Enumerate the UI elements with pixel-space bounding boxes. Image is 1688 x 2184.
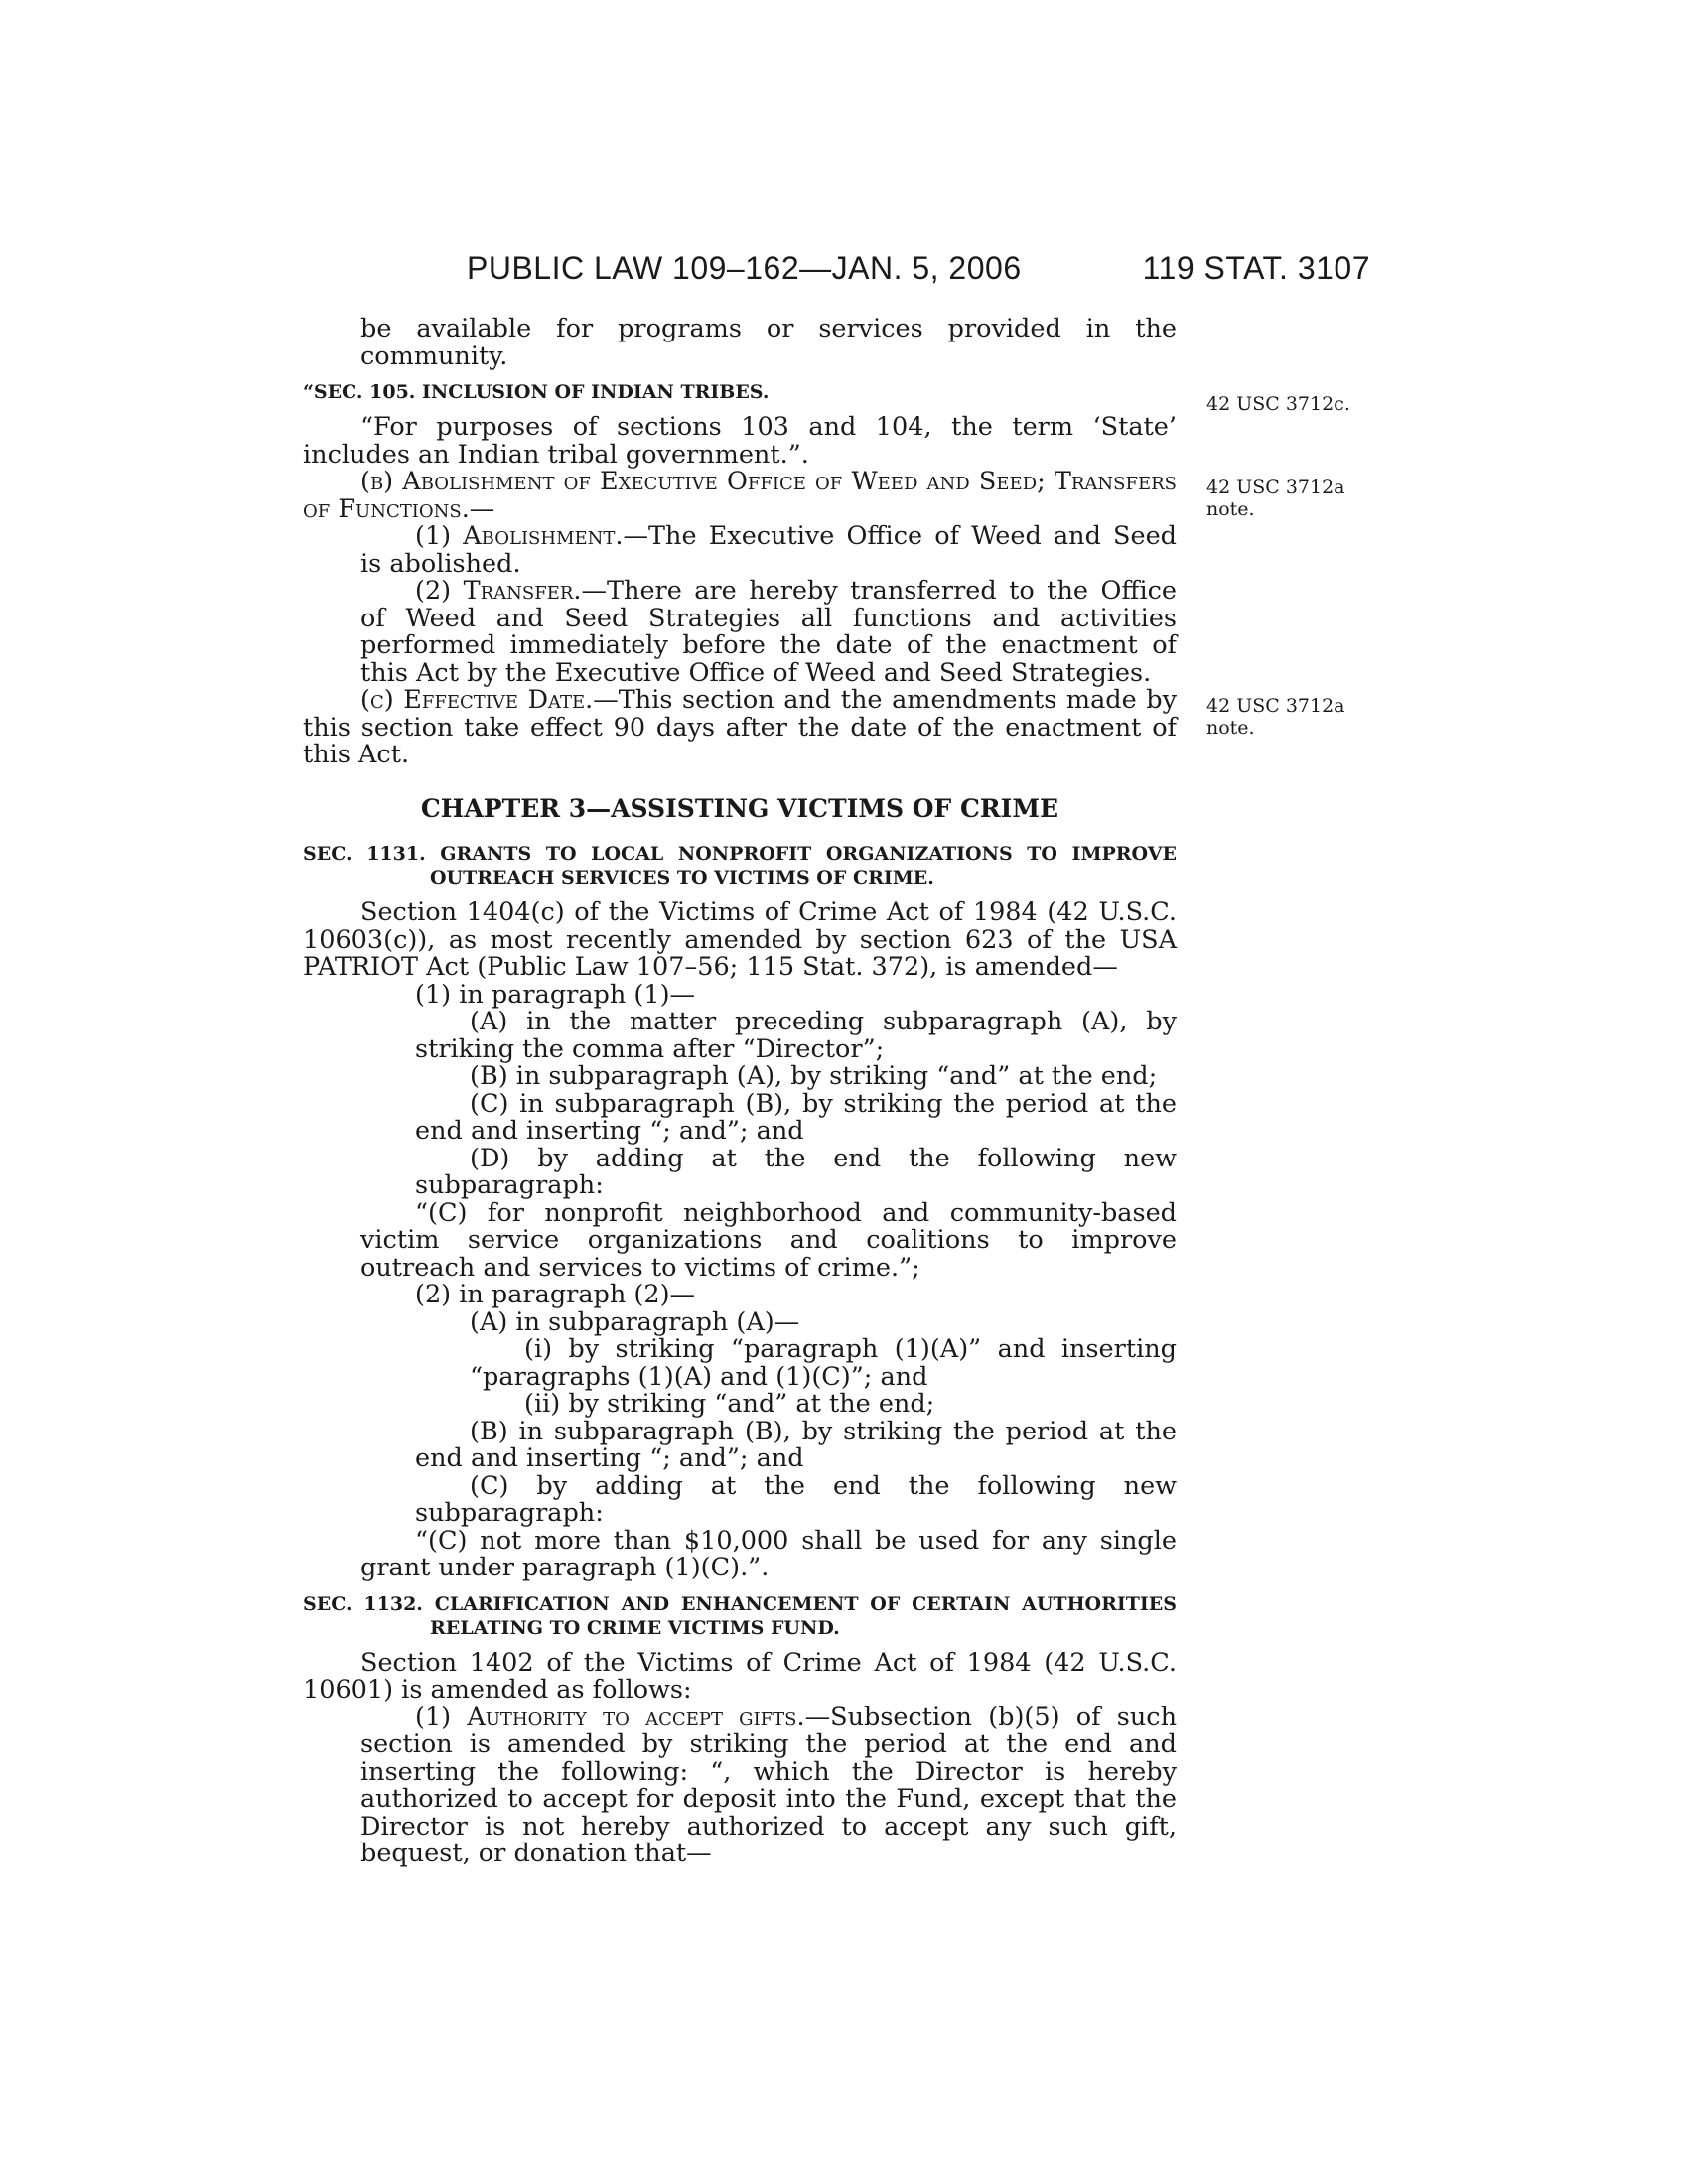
paragraph-2-transfer xyxy=(303,578,1177,687)
margin-note-usc-3712c xyxy=(1206,393,1385,415)
chapter-3-heading: CHAPTER 3—ASSISTING VICTIMS OF CRIME xyxy=(420,793,1059,823)
paragraph-text: —There are hereby transferred to the Office of Weed and Seed Strategies all functions and activities performed immediately before the date of the enactment of this Act by the Executive Office of Weed and Seed Strategies. xyxy=(360,576,1177,688)
paragraph-text: —The Executive Office of Weed and Seed is abolished. xyxy=(360,521,1178,579)
paragraph: (A) in the matter preceding subparagraph (A), by striking the comma after “Director”; xyxy=(415,1007,1177,1064)
paragraph: Section 1404(c) of the Victims of Crime Act of 1984 (42 U.S.C. 10603(c)), as most recently amended by section 623 of the USA PATRIOT Act (Public Law 107–56; 115 Stat. 372), is amended— xyxy=(303,897,1177,982)
document-body xyxy=(303,316,1177,1868)
quoted-paragraph: “(C) for nonprofit neighborhood and community-based victim service organizations and coalitions to improve outreach and services to victims of crime.”; xyxy=(360,1197,1177,1283)
margin-note-usc-3712a-2 xyxy=(1206,695,1385,739)
paragraph: (C) by adding at the end the following new subparagraph: xyxy=(415,1470,1177,1528)
paragraph: (ii) by striking “and” at the end; xyxy=(524,1389,935,1419)
paragraph: be available for programs or services provided in the community. xyxy=(360,314,1177,371)
paragraph: (C) in subparagraph (B), by striking the period at the end and inserting “; and”; and xyxy=(415,1088,1177,1146)
margin-note-text: 42 USC 3712a xyxy=(1206,695,1345,717)
paragraph: (B) in subparagraph (A), by striking “and” at the end; xyxy=(470,1061,1158,1091)
paragraph: Section 1402 of the Victims of Crime Act of 1984 (42 U.S.C. 10601) is amended as follows: xyxy=(303,1647,1177,1705)
paragraph-1-authority-gifts xyxy=(303,1702,1177,1868)
paragraph: (D) by adding at the end the following new subparagraph: xyxy=(415,1143,1177,1200)
paragraph-label: (2) Transfer. xyxy=(415,576,582,606)
paragraph: (2) in paragraph (2)— xyxy=(415,1280,696,1309)
paragraph-text: —Subsection (b)(5) of such section is amended by striking the period at the end and inserting the following: “, which the Director is hereby authorized to accept for deposit into the Fund, except that the Director is not hereby authorized to accept any such gift, bequest, or donation that— xyxy=(360,1702,1177,1868)
margin-note-usc-3712a-1 xyxy=(1206,477,1385,520)
subsection-b-label: (b) Abolishment of Executive Office of Weed and Seed; Transfers of Functions.— xyxy=(303,467,1177,524)
paragraph: (B) in subparagraph (B), by striking the period at the end and inserting “; and”; and xyxy=(415,1416,1177,1473)
margin-note-text: note. xyxy=(1206,717,1255,739)
paragraph-1-abolishment xyxy=(303,523,1177,578)
section-1131-heading: SEC. 1131. GRANTS TO LOCAL NONPROFIT ORGANIZATIONS TO IMPROVE OUTREACH SERVICES TO VICTIMS OF CRIME. xyxy=(303,843,1177,888)
statute-page-number: 119 STAT. 3107 xyxy=(1142,250,1370,286)
paragraph: (A) in subparagraph (A)— xyxy=(470,1306,800,1337)
margin-note-text: note. xyxy=(1206,498,1255,520)
paragraph: (i) by striking “paragraph (1)(A)” and inserting “paragraphs (1)(A) and (1)(C)”; and xyxy=(470,1334,1177,1392)
quoted-paragraph: “(C) not more than $10,000 shall be used for any single grant under paragraph (1)(C).”. xyxy=(360,1525,1177,1582)
subsection-c-effective-date xyxy=(303,687,1177,769)
paragraph-label: (c) Effective Date. xyxy=(360,685,594,715)
section-1132-heading: SEC. 1132. CLARIFICATION AND ENHANCEMENT OF CERTAIN AUTHORITIES RELATING TO CRIME VICTIMS FUND. xyxy=(303,1592,1177,1639)
page-header xyxy=(467,250,1370,290)
paragraph-label: (1) Abolishment. xyxy=(415,521,624,551)
margin-note-text: 42 USC 3712a xyxy=(1206,477,1345,498)
section-105-heading: “SEC. 105. INCLUSION OF INDIAN TRIBES. xyxy=(303,381,770,403)
paragraph-text: —This section and the amendments made by this section take effect 90 days after the date of the enactment of this Act. xyxy=(303,685,1177,769)
paragraph-label: (1) Authority to accept gifts. xyxy=(415,1702,805,1732)
paragraph: (1) in paragraph (1)— xyxy=(415,979,696,1010)
subsection-b-heading xyxy=(303,469,1177,523)
paragraph: “For purposes of sections 103 and 104, the term ‘State’ includes an Indian tribal government.”. xyxy=(303,412,1177,470)
margin-note-text: 42 USC 3712c. xyxy=(1206,393,1350,415)
running-head-title: PUBLIC LAW 109–162—JAN. 5, 2006 xyxy=(467,250,1022,286)
